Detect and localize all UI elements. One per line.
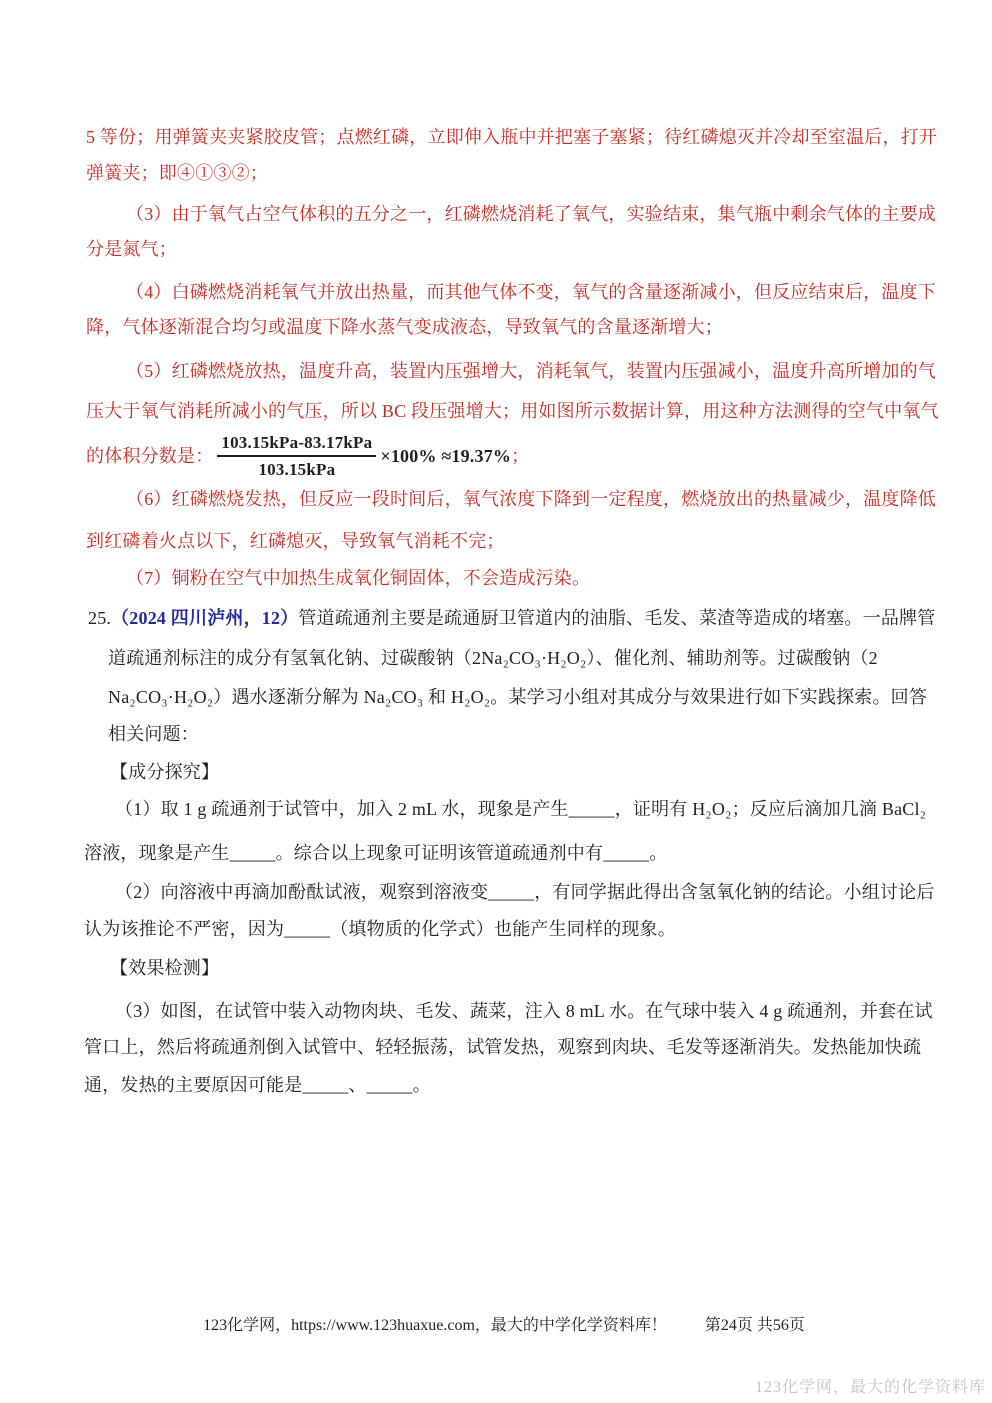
site-watermark: 123化学网，最大的化学资料库 [754,1379,986,1396]
question-25-part1-line [115,797,926,821]
question-25-part3-line [115,999,933,1023]
question-25-intro-line [108,646,878,670]
question-25-part2-line [115,880,935,904]
answer-order-line [86,161,268,185]
answer-6-line [126,487,936,511]
text-segment: （3）由于氧气占空气体积的五分之一，红磷燃烧消耗了氧气，实验结束，集气瓶中剩余气体的主要成 [126,204,936,224]
question-25-part3-line [84,1073,431,1097]
text-segment: 降，气体逐渐混合均匀或温度下降水蒸气变成液态，导致氧气的含量逐渐增大； [86,317,723,337]
text-segment: 管口上，然后将疏通剂倒入试管中、轻轻振荡，试管发热，观察到肉块、毛发等逐渐消失。发热能加快疏 [84,1037,922,1057]
text-segment: （5）红磷燃烧放热，温度升高，装置内压强增大，消耗氧气，装置内压强减小，温度升高所增加的气 [126,361,936,381]
pressure-fraction [217,432,376,480]
text-segment: 【成分探究】 [110,762,220,782]
text-segment: （7）铜粉在空气中加热生成氧化铜固体，不会造成污染。 [126,568,591,588]
text-segment: 到红磷着火点以下，红磷熄灭，导致氧气消耗不完； [86,531,505,551]
text-segment: 溶液，现象是产生_____。综合以上现象可证明该管道疏通剂中有_____。 [84,843,668,863]
text-segment: 分是氮气； [86,239,177,259]
answer-6-line [86,529,505,553]
page-footer [0,1294,992,1353]
text-segment: （3）如图，在试管中装入动物肉块、毛发、蔬菜，注入 8 mL 水。在气球中装入 4 g 疏通剂，并套在试 [115,1001,933,1021]
text-segment: Na₂CO₃·H₂O₂）遇水逐渐分解为 Na₂CO₃ 和 H₂O₂。某学习小组对其成分与效果进行如下实践探索。回答 [108,687,928,707]
answer-5-formula-line [86,432,529,480]
answer-3-line [86,237,177,261]
fraction-denominator: 103.15kPa [258,460,336,479]
text-segment: ×100% ≈19.37% [380,446,512,466]
question-25-intro-line [108,685,927,709]
answer-7-line [126,566,590,590]
answer-5-line [86,399,939,423]
text-segment: 弹簧夹；即④①③②； [86,163,268,183]
answer-order-line [86,125,937,149]
answer-5-line [126,359,936,383]
footer-site-info: 123化学网，https://www.123huaxue.com，最大的中学化学资料库！ [203,1317,667,1334]
text-segment: 道疏通剂标注的成分有氢氧化钠、过碳酸钠（2Na₂CO₃·H₂O₂）、催化剂、辅助剂等。过碳酸钠（2 [108,648,878,668]
text-segment: 的体积分数是： [86,446,214,466]
answer-3-line [126,202,936,226]
text-segment: （4）白磷燃烧消耗氧气并放出热量，而其他气体不变，氧气的含量逐渐减小，但反应结束后，温度下 [126,282,936,302]
text-segment: 通，发热的主要原因可能是_____、_____。 [84,1075,431,1095]
text-segment: （6）红磷燃烧发热，但反应一段时间后，氧气浓度下降到一定程度，燃烧放出的热量减少，温度降低 [126,489,936,509]
text-segment: （2024 四川泸州，12） [111,608,299,628]
text-segment: 【效果检测】 [110,958,220,978]
fraction-numerator: 103.15kPa-83.17kPa [217,432,376,457]
text-segment: （2）向溶液中再滴加酚酞试液，观察到溶液变_____，有同学据此得出含氢氧化钠的结论。小组讨论后 [115,882,935,902]
text-segment: ； [511,446,530,466]
question-25-part2-line [84,917,676,941]
text-segment: 压大于氧气消耗所减小的气压，所以 BC 段压强增大；用如图所示数据计算，用这种方法测得的空气中氧气 [86,401,939,421]
section-effect-test [110,956,219,980]
answer-4-line [126,280,936,304]
question-25-intro-line [88,606,935,630]
text-segment: 25. [88,608,112,628]
section-component-exploration [110,760,219,784]
text-segment: 认为该推论不严密，因为_____（填物质的化学式）也能产生同样的现象。 [84,919,676,939]
answer-4-line [86,315,723,339]
question-25-part1-line [84,841,667,865]
text-segment: 相关问题： [108,724,199,744]
text-segment: （1）取 1 g 疏通剂于试管中，加入 2 mL 水，现象是产生_____，证明有 H₂O₂；反应后滴加几滴 BaCl₂ [115,799,927,819]
text-segment: 管道疏通剂主要是疏通厨卫管道内的油脂、毛发、菜渣等造成的堵塞。一品牌管 [298,608,936,628]
footer-page-number: 第24页 共56页 [704,1317,805,1334]
question-25-part3-line [84,1035,921,1059]
text-segment: 5 等份；用弹簧夹夹紧胶皮管；点燃红磷，立即伸入瓶中并把塞子塞紧；待红磷熄灭并冷却至室温后，打开 [86,127,938,147]
question-25-intro-line [108,722,199,746]
